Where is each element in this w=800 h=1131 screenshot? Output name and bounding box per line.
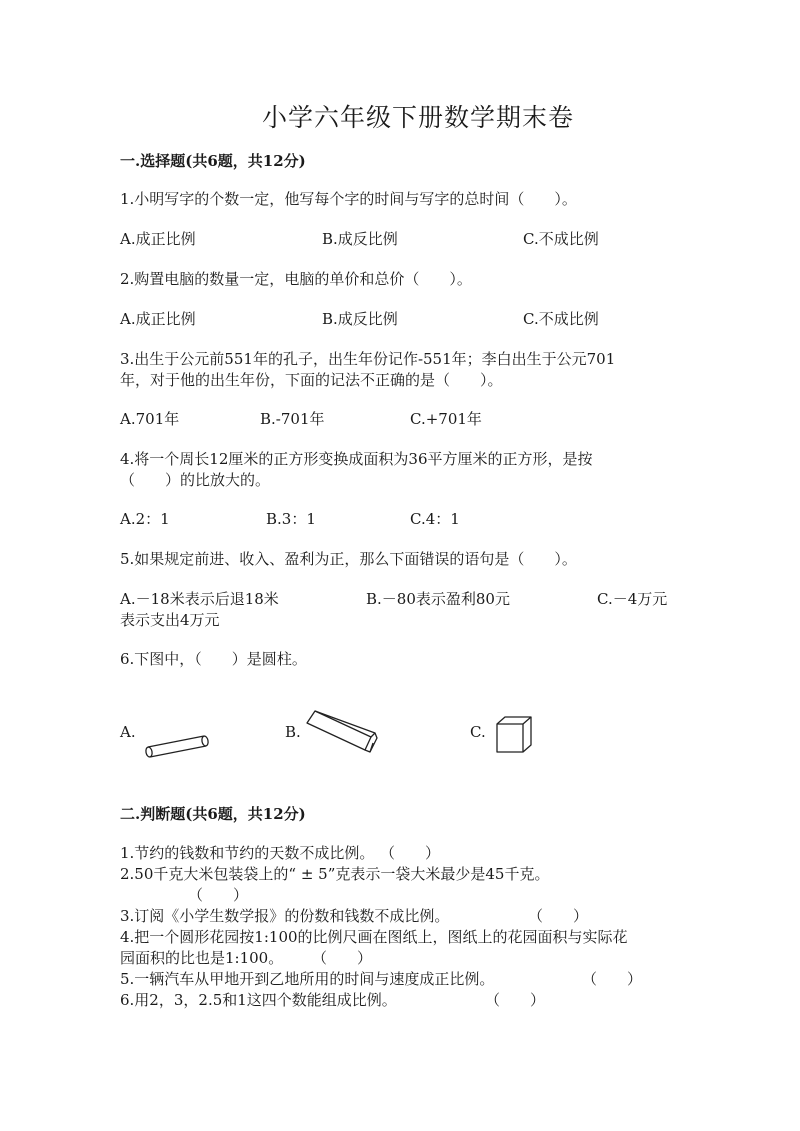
question-1-option-b[interactable]: B.成反比例 xyxy=(322,230,398,248)
question-5-option-b[interactable]: B.－80表示盈利80元 xyxy=(366,590,510,608)
question-2-option-b[interactable]: B.成反比例 xyxy=(322,310,398,328)
question-6-text: 6.下图中，（ ）是圆柱。 xyxy=(120,650,307,668)
question-3-option-c[interactable]: C.+701年 xyxy=(410,410,482,428)
question-4-text-line2: （ ）的比放大的。 xyxy=(120,471,271,489)
question-5-option-c[interactable]: C.－4万元 xyxy=(597,590,668,608)
judgement-4-text-line2: 园面积的比也是1:100。 xyxy=(120,949,284,967)
question-1-option-c[interactable]: C.不成比例 xyxy=(523,230,599,248)
question-2-text: 2.购置电脑的数量一定，电脑的单价和总价（ ）。 xyxy=(120,270,472,288)
question-2-option-a[interactable]: A.成正比例 xyxy=(120,310,196,328)
question-4-option-b[interactable]: B.3：1 xyxy=(266,510,316,528)
judgement-1-blank[interactable]: （ ） xyxy=(380,844,441,862)
question-1-option-a[interactable]: A.成正比例 xyxy=(120,230,196,248)
judgement-4-blank[interactable]: （ ） xyxy=(312,949,373,967)
section-heading-choice: 一.选择题(共6题，共12分) xyxy=(120,152,306,170)
question-4-option-c[interactable]: C.4：1 xyxy=(410,510,460,528)
triangular-prism-icon xyxy=(303,708,383,760)
judgement-4-text-line1: 4.把一个圆形花园按1:100的比例尺画在图纸上，图纸上的花园面积与实际花 xyxy=(120,928,628,946)
question-5-text: 5.如果规定前进、收入、盈利为正，那么下面错误的语句是（ ）。 xyxy=(120,550,577,568)
question-3-option-b[interactable]: B.-701年 xyxy=(260,410,325,428)
judgement-3-text: 3.订阅《小学生数学报》的份数和钱数不成比例。 xyxy=(120,907,450,925)
judgement-5-text: 5.一辆汽车从甲地开到乙地所用的时间与速度成正比例。 xyxy=(120,970,495,988)
judgement-5-blank[interactable]: （ ） xyxy=(582,970,643,988)
judgement-6-text: 6.用2，3，2.5和1这四个数能组成比例。 xyxy=(120,991,397,1009)
question-5-option-a[interactable]: A.－18米表示后退18米 xyxy=(120,590,279,608)
question-4-option-a[interactable]: A.2：1 xyxy=(120,510,170,528)
judgement-1-text: 1.节约的钱数和节约的天数不成比例。 xyxy=(120,844,375,862)
judgement-3-blank[interactable]: （ ） xyxy=(528,907,589,925)
question-6-option-a[interactable]: A. xyxy=(120,723,136,741)
question-3-option-a[interactable]: A.701年 xyxy=(120,410,180,428)
question-6-option-b[interactable]: B. xyxy=(285,723,301,741)
question-2-option-c[interactable]: C.不成比例 xyxy=(523,310,599,328)
question-3-text-line1: 3.出生于公元前551年的孔子，出生年份记作-551年；李白出生于公元701 xyxy=(120,350,616,368)
cube-icon xyxy=(494,714,534,756)
judgement-2-blank[interactable]: （ ） xyxy=(188,886,249,904)
cylinder-icon xyxy=(143,730,213,760)
page-title: 小学六年级下册数学期末卷 xyxy=(262,103,575,132)
judgement-2-text: 2.50千克大米包装袋上的“ ± 5”克表示一袋大米最少是45千克。 xyxy=(120,865,550,883)
question-1-text: 1.小明写字的个数一定，他写每个字的时间与写字的总时间（ ）。 xyxy=(120,190,577,208)
section-heading-judgement: 二.判断题(共6题，共12分) xyxy=(120,805,306,823)
question-6-option-c[interactable]: C. xyxy=(470,723,486,741)
question-3-text-line2: 年，对于他的出生年份，下面的记法不正确的是（ ）。 xyxy=(120,371,503,389)
judgement-6-blank[interactable]: （ ） xyxy=(485,991,546,1009)
question-5-option-c-continued: 表示支出4万元 xyxy=(120,611,220,629)
question-4-text-line1: 4.将一个周长12厘米的正方形变换成面积为36平方厘米的正方形，是按 xyxy=(120,450,593,468)
